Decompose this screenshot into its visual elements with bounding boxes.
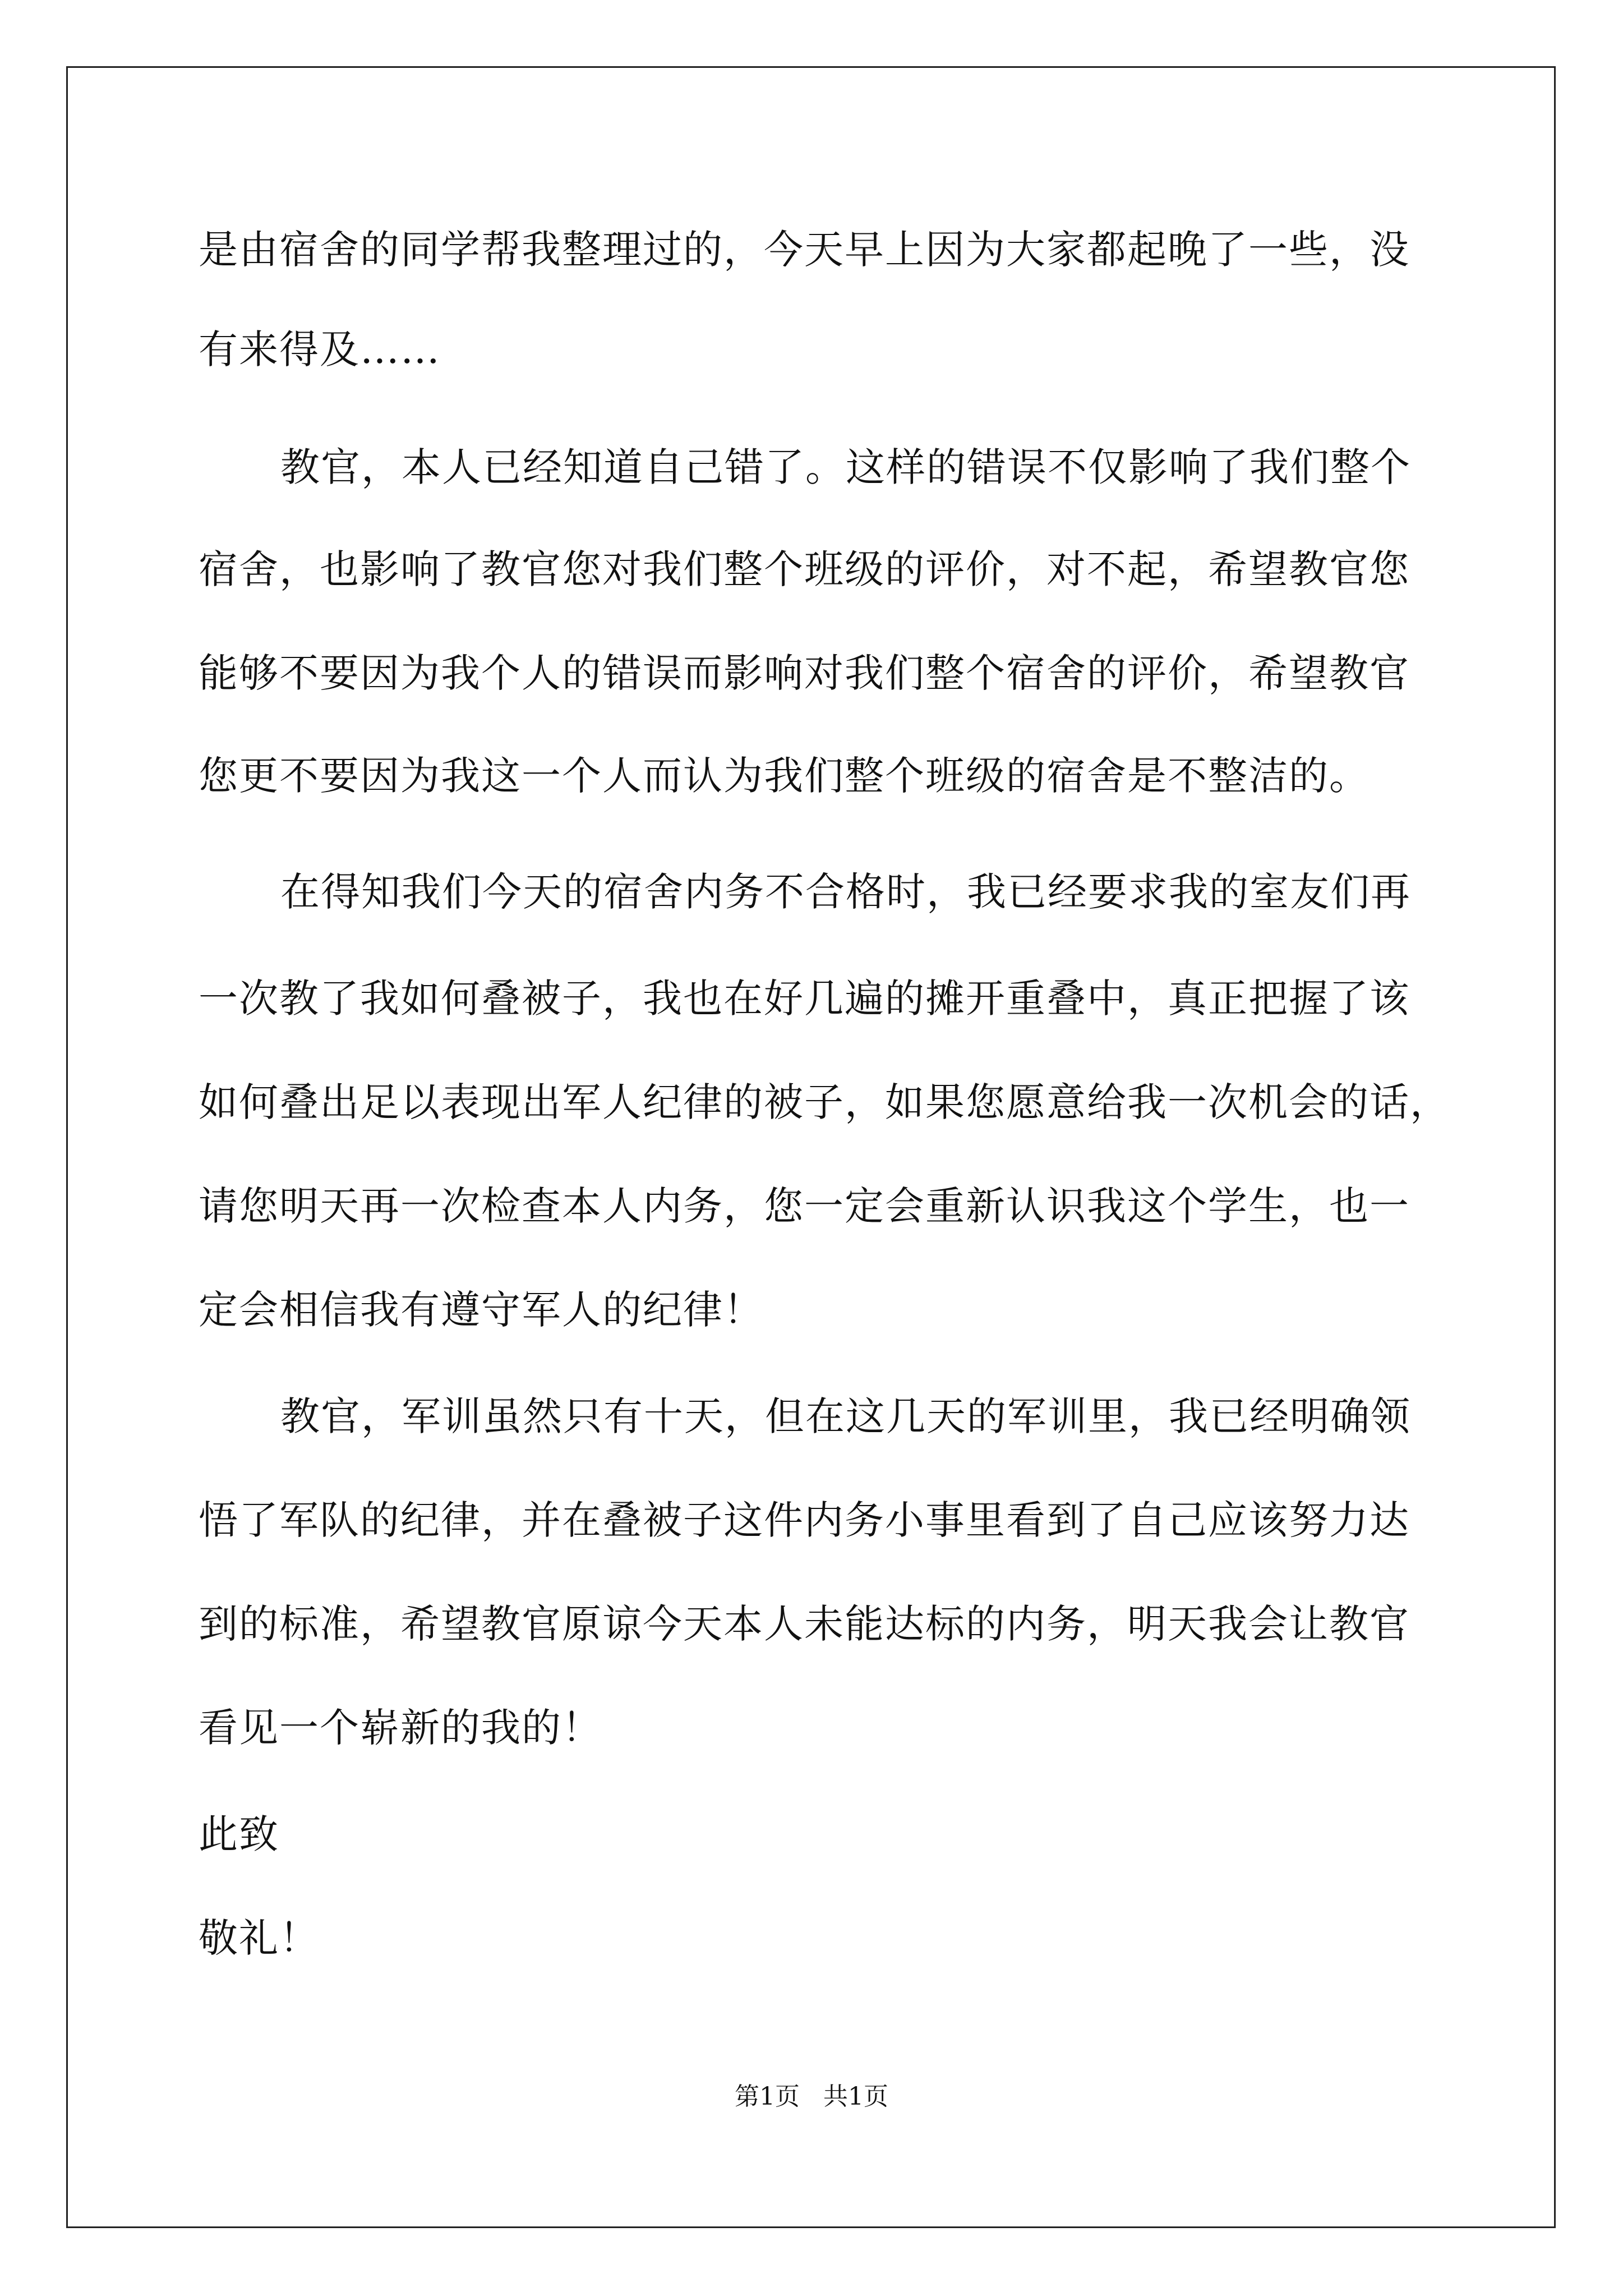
closing-salutation: 此致: [199, 1811, 279, 1857]
body-line: 教官，军训虽然只有十天，但在这几天的军训里，我已经明确领: [280, 1393, 1411, 1439]
body-line: 悟了军队的纪律，并在叠被子这件内务小事里看到了自己应该努力达: [199, 1497, 1410, 1543]
body-line: 请您明天再一次检查本人内务，您一定会重新认识我这个学生，也一: [199, 1183, 1410, 1229]
body-line: 定会相信我有遵守军人的纪律！: [199, 1287, 764, 1333]
body-line: 到的标准，希望教官原谅今天本人未能达标的内务，明天我会让教官: [199, 1601, 1410, 1647]
body-line: 在得知我们今天的宿舍内务不合格时，我已经要求我的室友们再: [280, 869, 1411, 915]
body-line: 教官，本人已经知道自己错了。这样的错误不仅影响了我们整个: [280, 444, 1411, 490]
body-line: 宿舍，也影响了教官您对我们整个班级的评价，对不起，希望教官您: [199, 546, 1410, 592]
body-line: 一次教了我如何叠被子，我也在好几遍的摊开重叠中，真正把握了该: [199, 976, 1410, 1022]
page-number: 第1页 共1页: [735, 2082, 888, 2111]
page-border: [66, 66, 1556, 2228]
body-line: 看见一个崭新的我的！: [199, 1705, 602, 1751]
closing-regards: 敬礼！: [199, 1915, 320, 1961]
body-line: 您更不要因为我这一个人而认为我们整个班级的宿舍是不整洁的。: [199, 753, 1370, 799]
body-line: 有来得及……: [199, 326, 441, 372]
body-line: 是由宿舍的同学帮我整理过的，今天早上因为大家都起晚了一些，没: [199, 227, 1410, 273]
body-line: 能够不要因为我个人的错误而影响对我们整个宿舍的评价，希望教官: [199, 650, 1410, 696]
body-line: 如何叠出足以表现出军人纪律的被子，如果您愿意给我一次机会的话，: [199, 1079, 1450, 1125]
